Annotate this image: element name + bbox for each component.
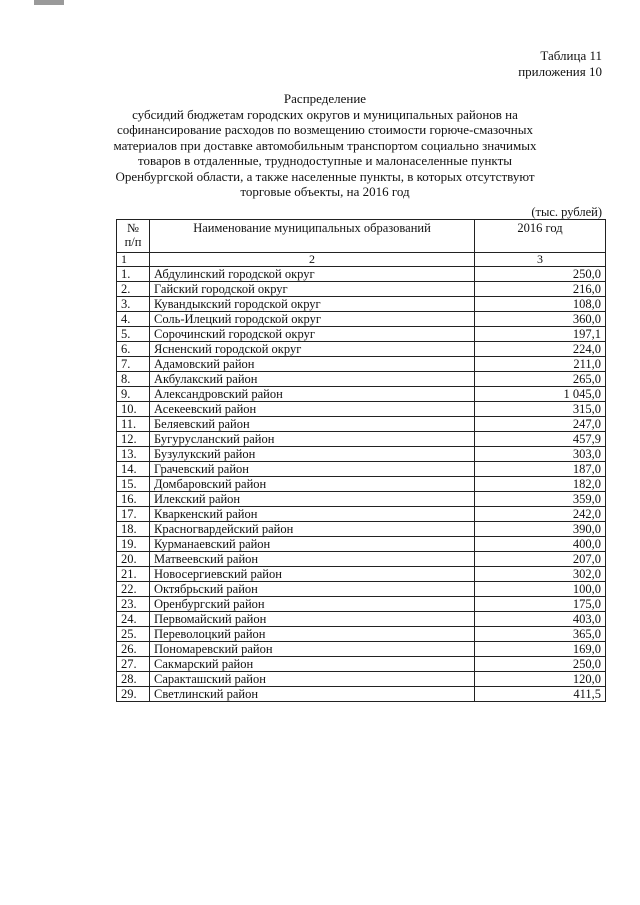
row-number: 21. xyxy=(117,567,150,582)
municipality-name: Октябрьский район xyxy=(150,582,475,597)
row-number: 9. xyxy=(117,387,150,402)
subsidy-value: 359,0 xyxy=(475,492,606,507)
table-row xyxy=(117,627,606,642)
table-row xyxy=(117,462,606,477)
row-number: 20. xyxy=(117,552,150,567)
table-row xyxy=(117,417,606,432)
title-line: софинансирование расходов по возмещению стоимости горюче-смазочных xyxy=(116,122,534,137)
subsidy-value: 302,0 xyxy=(475,567,606,582)
municipality-name: Матвеевский район xyxy=(150,552,475,567)
title-line: материалов при доставке автомобильным транспортом социально значимых xyxy=(113,137,537,153)
units-label: (тыс. рублей) xyxy=(531,205,602,219)
row-number: 17. xyxy=(117,507,150,522)
table-row xyxy=(117,327,606,342)
subsidy-value: 108,0 xyxy=(475,297,606,312)
municipality-name: Грачевский район xyxy=(150,462,475,477)
column-index: 3 xyxy=(475,253,606,267)
municipality-name: Светлинский район xyxy=(150,687,475,702)
table-ref-appendix: приложения 10 xyxy=(518,64,602,79)
subsidy-value: 411,5 xyxy=(475,687,606,702)
subsidy-value: 187,0 xyxy=(475,462,606,477)
subsidy-value: 400,0 xyxy=(475,537,606,552)
municipality-name: Оренбургский район xyxy=(150,597,475,612)
row-number: 25. xyxy=(117,627,150,642)
row-number: 26. xyxy=(117,642,150,657)
municipality-name: Кувандыкский городской округ xyxy=(150,297,475,312)
column-header-number-line2: п/п xyxy=(124,235,142,249)
row-number: 16. xyxy=(117,492,150,507)
municipality-name: Илекский район xyxy=(150,492,475,507)
municipality-name: Александровский район xyxy=(150,387,475,402)
municipality-name: Саракташский район xyxy=(150,672,475,687)
subsidy-value: 390,0 xyxy=(475,522,606,537)
column-header-year: 2016 год xyxy=(475,220,606,253)
municipality-name: Сорочинский городской округ xyxy=(150,327,475,342)
subsidy-value: 216,0 xyxy=(475,282,606,297)
subsidy-value: 182,0 xyxy=(475,477,606,492)
subsidy-value: 303,0 xyxy=(475,447,606,462)
table-row xyxy=(117,312,606,327)
row-number: 15. xyxy=(117,477,150,492)
table-row xyxy=(117,537,606,552)
table-row xyxy=(117,672,606,687)
municipality-name: Соль-Илецкий городской округ xyxy=(150,312,475,327)
table-row xyxy=(117,357,606,372)
table-row xyxy=(117,567,606,582)
row-number: 14. xyxy=(117,462,150,477)
municipality-name: Акбулакский район xyxy=(150,372,475,387)
subsidy-value: 100,0 xyxy=(475,582,606,597)
subsidy-value: 403,0 xyxy=(475,612,606,627)
municipality-name: Кваркенский район xyxy=(150,507,475,522)
municipality-name: Красногвардейский район xyxy=(150,522,475,537)
table-row xyxy=(117,342,606,357)
row-number: 18. xyxy=(117,522,150,537)
table-row xyxy=(117,267,606,282)
row-number: 8. xyxy=(117,372,150,387)
table-row xyxy=(117,507,606,522)
municipality-name: Новосергиевский район xyxy=(150,567,475,582)
column-header-number-line1: № xyxy=(127,221,139,235)
row-number: 27. xyxy=(117,657,150,672)
table-row xyxy=(117,297,606,312)
table-row xyxy=(117,432,606,447)
title-line: товаров в отдаленные, труднодоступные и малонаселенные пункты xyxy=(137,153,512,168)
subsidy-value: 360,0 xyxy=(475,312,606,327)
table-row xyxy=(117,402,606,417)
municipality-name: Абдулинский городской округ xyxy=(150,267,475,282)
subsidy-value: 207,0 xyxy=(475,552,606,567)
table-row xyxy=(117,552,606,567)
municipality-name: Адамовский район xyxy=(150,357,475,372)
column-index: 1 xyxy=(117,253,150,267)
row-number: 28. xyxy=(117,672,150,687)
column-index: 2 xyxy=(150,253,475,267)
title-line: Оренбургской области, а также населенные пункты, в которых отсутствуют xyxy=(115,168,535,184)
row-number: 3. xyxy=(117,297,150,312)
table-row xyxy=(117,477,606,492)
subsidy-value: 197,1 xyxy=(475,327,606,342)
municipality-name: Переволоцкий район xyxy=(150,627,475,642)
subsidy-value: 315,0 xyxy=(475,402,606,417)
title-line: Распределение xyxy=(283,91,367,106)
subsidy-value: 211,0 xyxy=(475,357,606,372)
subsidy-value: 175,0 xyxy=(475,597,606,612)
row-number: 24. xyxy=(117,612,150,627)
table-row xyxy=(117,597,606,612)
table-row xyxy=(117,447,606,462)
subsidy-value: 265,0 xyxy=(475,372,606,387)
title-line: торговые объекты, на 2016 год xyxy=(240,184,410,199)
subsidy-value: 1 045,0 xyxy=(475,387,606,402)
subsidy-value: 250,0 xyxy=(475,267,606,282)
column-header-name: Наименование муниципальных образований xyxy=(150,220,475,253)
row-number: 6. xyxy=(117,342,150,357)
row-number: 12. xyxy=(117,432,150,447)
table-row xyxy=(117,372,606,387)
subsidy-table xyxy=(116,219,606,702)
row-number: 11. xyxy=(117,417,150,432)
municipality-name: Сакмарский район xyxy=(150,657,475,672)
column-header-number xyxy=(117,220,150,253)
row-number: 4. xyxy=(117,312,150,327)
table-row xyxy=(117,387,606,402)
subsidy-value: 250,0 xyxy=(475,657,606,672)
table-row xyxy=(117,687,606,702)
table-row xyxy=(117,642,606,657)
subsidy-value: 365,0 xyxy=(475,627,606,642)
row-number: 22. xyxy=(117,582,150,597)
table-header-row xyxy=(117,220,606,253)
subsidy-value: 247,0 xyxy=(475,417,606,432)
municipality-name: Курманаевский район xyxy=(150,537,475,552)
municipality-name: Асекеевский район xyxy=(150,402,475,417)
row-number: 23. xyxy=(117,597,150,612)
subsidy-value: 457,9 xyxy=(475,432,606,447)
subsidy-value: 242,0 xyxy=(475,507,606,522)
column-index-row xyxy=(117,253,606,267)
row-number: 19. xyxy=(117,537,150,552)
table-row xyxy=(117,612,606,627)
row-number: 13. xyxy=(117,447,150,462)
municipality-name: Бузулукский район xyxy=(150,447,475,462)
row-number: 2. xyxy=(117,282,150,297)
row-number: 5. xyxy=(117,327,150,342)
municipality-name: Домбаровский район xyxy=(150,477,475,492)
subsidy-value: 169,0 xyxy=(475,642,606,657)
title-line: субсидий бюджетам городских округов и муниципальных районов на xyxy=(132,106,518,122)
municipality-name: Бугурусланский район xyxy=(150,432,475,447)
row-number: 29. xyxy=(117,687,150,702)
subsidy-value: 224,0 xyxy=(475,342,606,357)
municipality-name: Первомайский район xyxy=(150,612,475,627)
table-row xyxy=(117,522,606,537)
municipality-name: Пономаревский район xyxy=(150,642,475,657)
municipality-name: Ясненский городской округ xyxy=(150,342,475,357)
table-row xyxy=(117,492,606,507)
table-row xyxy=(117,282,606,297)
scan-corner-mark xyxy=(34,0,64,5)
municipality-name: Гайский городской округ xyxy=(150,282,475,297)
table-ref-number: Таблица 11 xyxy=(540,48,602,63)
row-number: 7. xyxy=(117,357,150,372)
row-number: 10. xyxy=(117,402,150,417)
document-title xyxy=(110,91,540,200)
table-row xyxy=(117,582,606,597)
table-row xyxy=(117,657,606,672)
row-number: 1. xyxy=(117,267,150,282)
subsidy-value: 120,0 xyxy=(475,672,606,687)
municipality-name: Беляевский район xyxy=(150,417,475,432)
table-reference xyxy=(518,48,602,80)
